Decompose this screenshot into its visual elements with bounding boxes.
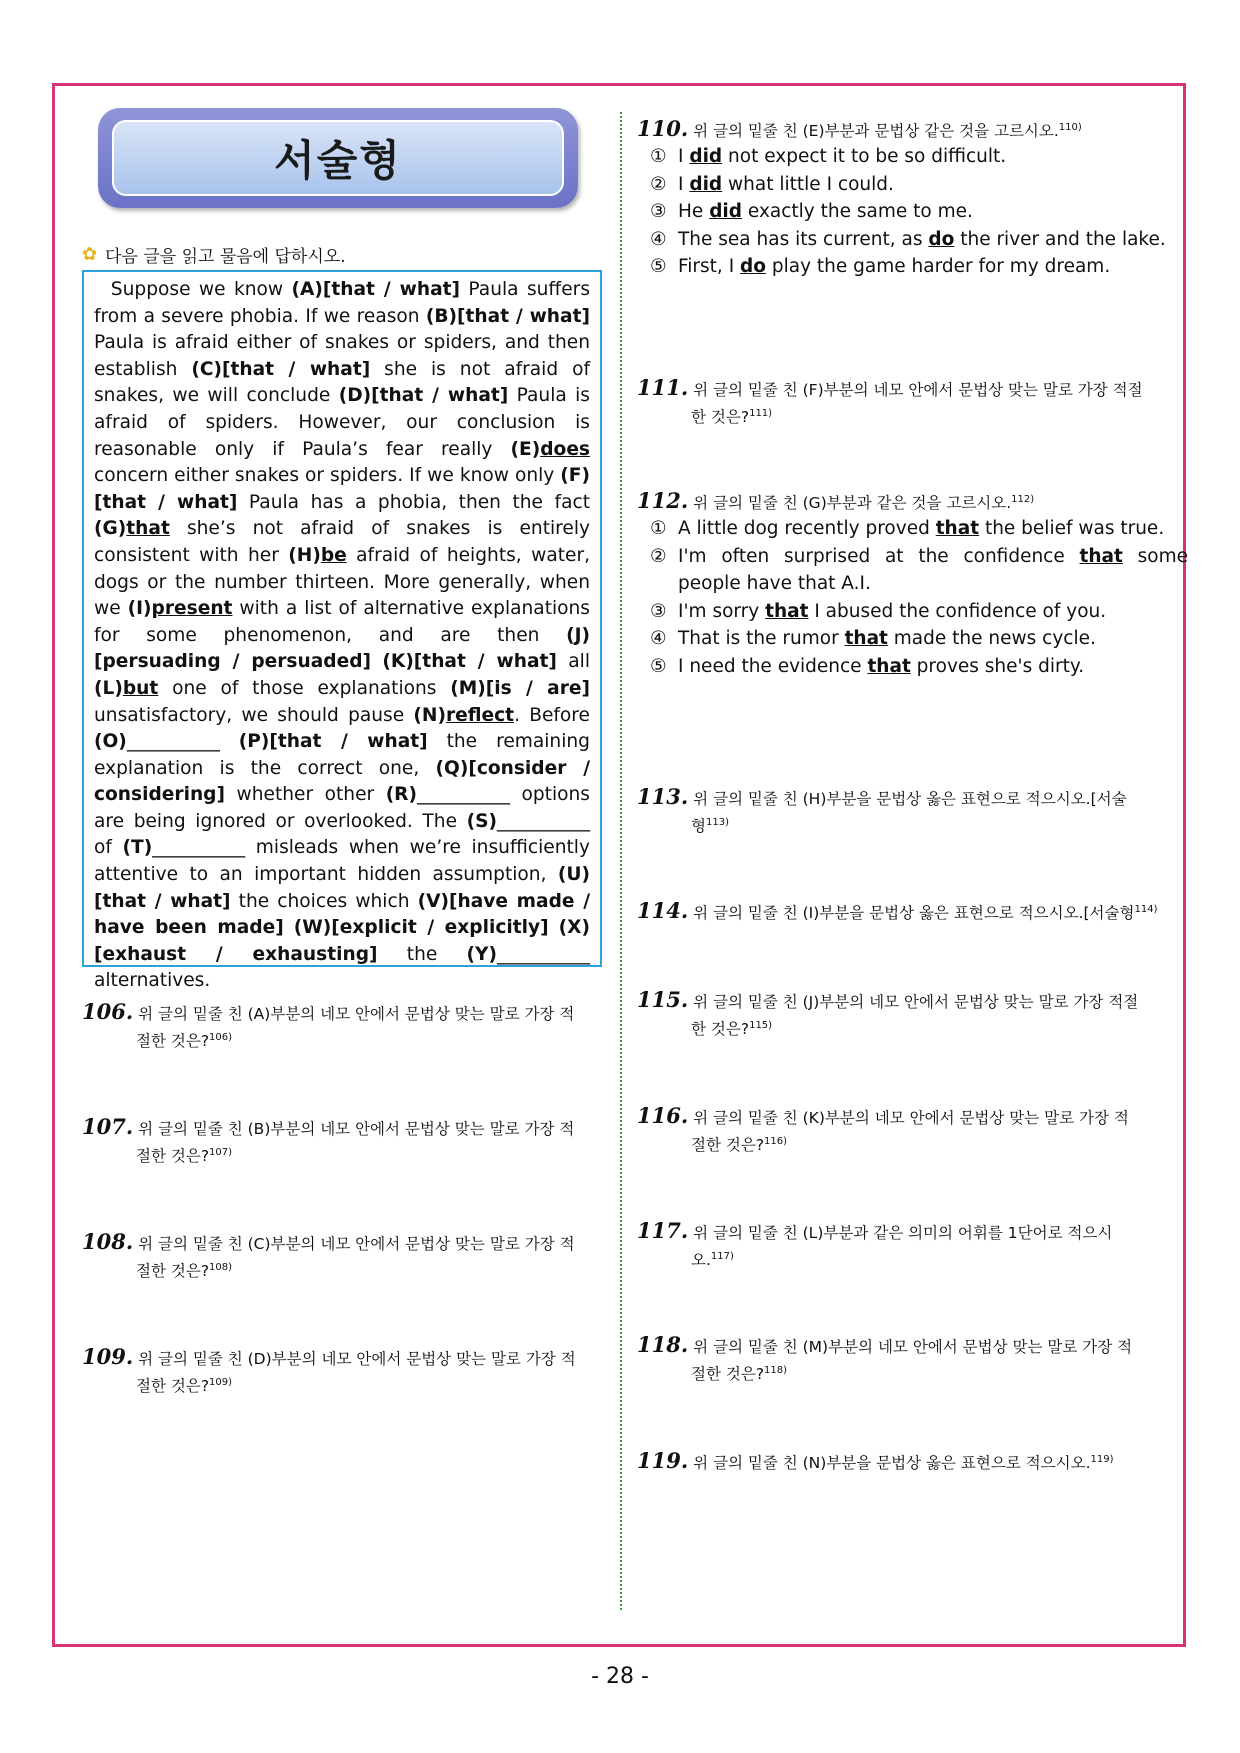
q112-option[interactable]: ④ That is the rumor that made the news cycle. <box>650 628 1096 649</box>
flower-icon: ✿ <box>82 244 98 265</box>
q110-option[interactable]: ② I did what little I could. <box>650 173 894 195</box>
passage-text: Suppose we know (A)[that / what] Paula suffers from a severe phobia. If we reason (B)[that / what] Paula is afraid either of snakes or spiders, and then establish (C)[that / what] she is not afraid of snakes, we will conclude (D)[that / what] Paula is afraid of spiders. However, our conclusion is reasonable only if Paula’s fear really (E)does concern either snakes or spiders. If we know only (F)[that / what] Paula has a phobia, then the fact (G)that she’s not afraid of snakes is entirely consistent with her (H)be afraid of heights, water, dogs or the number thirteen. More generally, when we (I)present with a list of alternative explanations for some phenomenon, and are then (J)[persuading / persuaded] (K)[that / what] all (L)but one of those explanations (M)[is / are] unsatisfactory, we should pause (N)reflect. Before (O)__________ (P)[that / what] the remaining explanation is the correct one, (Q)[consider / considering] whether other (R)__________ options are being ignored or overlooked. The (S)__________ of (T)__________ misleads when we’re insufficiently attentive to an important hidden assumption, (U)[that / what] the choices which (V)[have made / have been made] (W)[explicit / explicitly] (X)[exhaust / exhausting] the (Y)__________ alternatives. <box>94 279 591 992</box>
question-114: 114. 위 글의 밑줄 친 (I)부분을 문법상 옳은 표현으로 적으시오.[서술형$^{114)}$ <box>637 898 1158 924</box>
question-117: 117. 위 글의 밑줄 친 (L)부분과 같은 의미의 어휘를 1단어로 적으시 오.$^{117)}$ <box>637 1218 1113 1270</box>
question-111: 111. 위 글의 밑줄 친 (F)부분의 네모 안에서 문법상 맞는 말로 가장 적절 한 것은?$^{111)}$ <box>637 375 1143 427</box>
q110-option[interactable]: ⑤ First, I do play the game harder for my dream. <box>650 256 1111 277</box>
q110-option[interactable]: ④ The sea has its current, as do the river and the lake. <box>650 228 1166 250</box>
question-112: 112. 위 글의 밑줄 친 (G)부분과 같은 것을 고르시오.$^{112)}$ <box>637 488 1035 514</box>
question-110: 110. 위 글의 밑줄 친 (E)부분과 문법상 같은 것을 고르시오.$^{110)}$ <box>637 116 1082 142</box>
instruction-text: 다음 글을 읽고 물음에 답하시오. <box>105 247 346 267</box>
q112-options <box>650 515 1188 680</box>
q110-option[interactable]: ③ He did exactly the same to me. <box>650 201 973 222</box>
question-113: 113. 위 글의 밑줄 친 (H)부분을 문법상 옳은 표현으로 적으시오.[서술 형$^{113)}$ <box>637 784 1127 836</box>
question-119: 119. 위 글의 밑줄 친 (N)부분을 문법상 옳은 표현으로 적으시오.$^{119)}$ <box>637 1448 1114 1474</box>
question-118: 118. 위 글의 밑줄 친 (M)부분의 네모 안에서 문법상 맞는 말로 가장 적 절한 것은?$^{118)}$ <box>637 1332 1133 1384</box>
question-106: 106. 위 글의 밑줄 친 (A)부분의 네모 안에서 문법상 맞는 말로 가장 적 절한 것은?$^{106)}$ <box>82 999 575 1051</box>
question-115: 115. 위 글의 밑줄 친 (J)부분의 네모 안에서 문법상 맞는 말로 가장 적절 한 것은?$^{115)}$ <box>637 987 1139 1039</box>
question-108: 108. 위 글의 밑줄 친 (C)부분의 네모 안에서 문법상 맞는 말로 가장 적 절한 것은?$^{108)}$ <box>82 1229 575 1281</box>
section-title-banner <box>98 108 578 208</box>
passage-box <box>82 270 602 992</box>
section-title: 서술형 <box>274 136 402 185</box>
question-109: 109. 위 글의 밑줄 친 (D)부분의 네모 안에서 문법상 맞는 말로 가장 적 절한 것은?$^{109)}$ <box>82 1344 576 1396</box>
q112-option[interactable]: ③ I'm sorry that I abused the confidence of you. <box>650 600 1107 622</box>
q112-option[interactable]: ② I'm often surprised at the confidence that some people have that A.I. <box>650 545 1188 594</box>
question-116: 116. 위 글의 밑줄 친 (K)부분의 네모 안에서 문법상 맞는 말로 가장 적 절한 것은?$^{116)}$ <box>637 1103 1129 1155</box>
page-number: - 28 - <box>591 1664 649 1689</box>
instruction <box>82 242 346 267</box>
column-divider <box>620 112 622 1610</box>
question-107: 107. 위 글의 밑줄 친 (B)부분의 네모 안에서 문법상 맞는 말로 가장 적 절한 것은?$^{107)}$ <box>82 1114 575 1166</box>
q112-option[interactable]: ⑤ I need the evidence that proves she's dirty. <box>650 655 1085 677</box>
q112-option[interactable]: ① A little dog recently proved that the belief was true. <box>650 518 1165 539</box>
q110-options <box>650 143 1188 281</box>
q110-option[interactable]: ① I did not expect it to be so difficult. <box>650 146 1007 167</box>
